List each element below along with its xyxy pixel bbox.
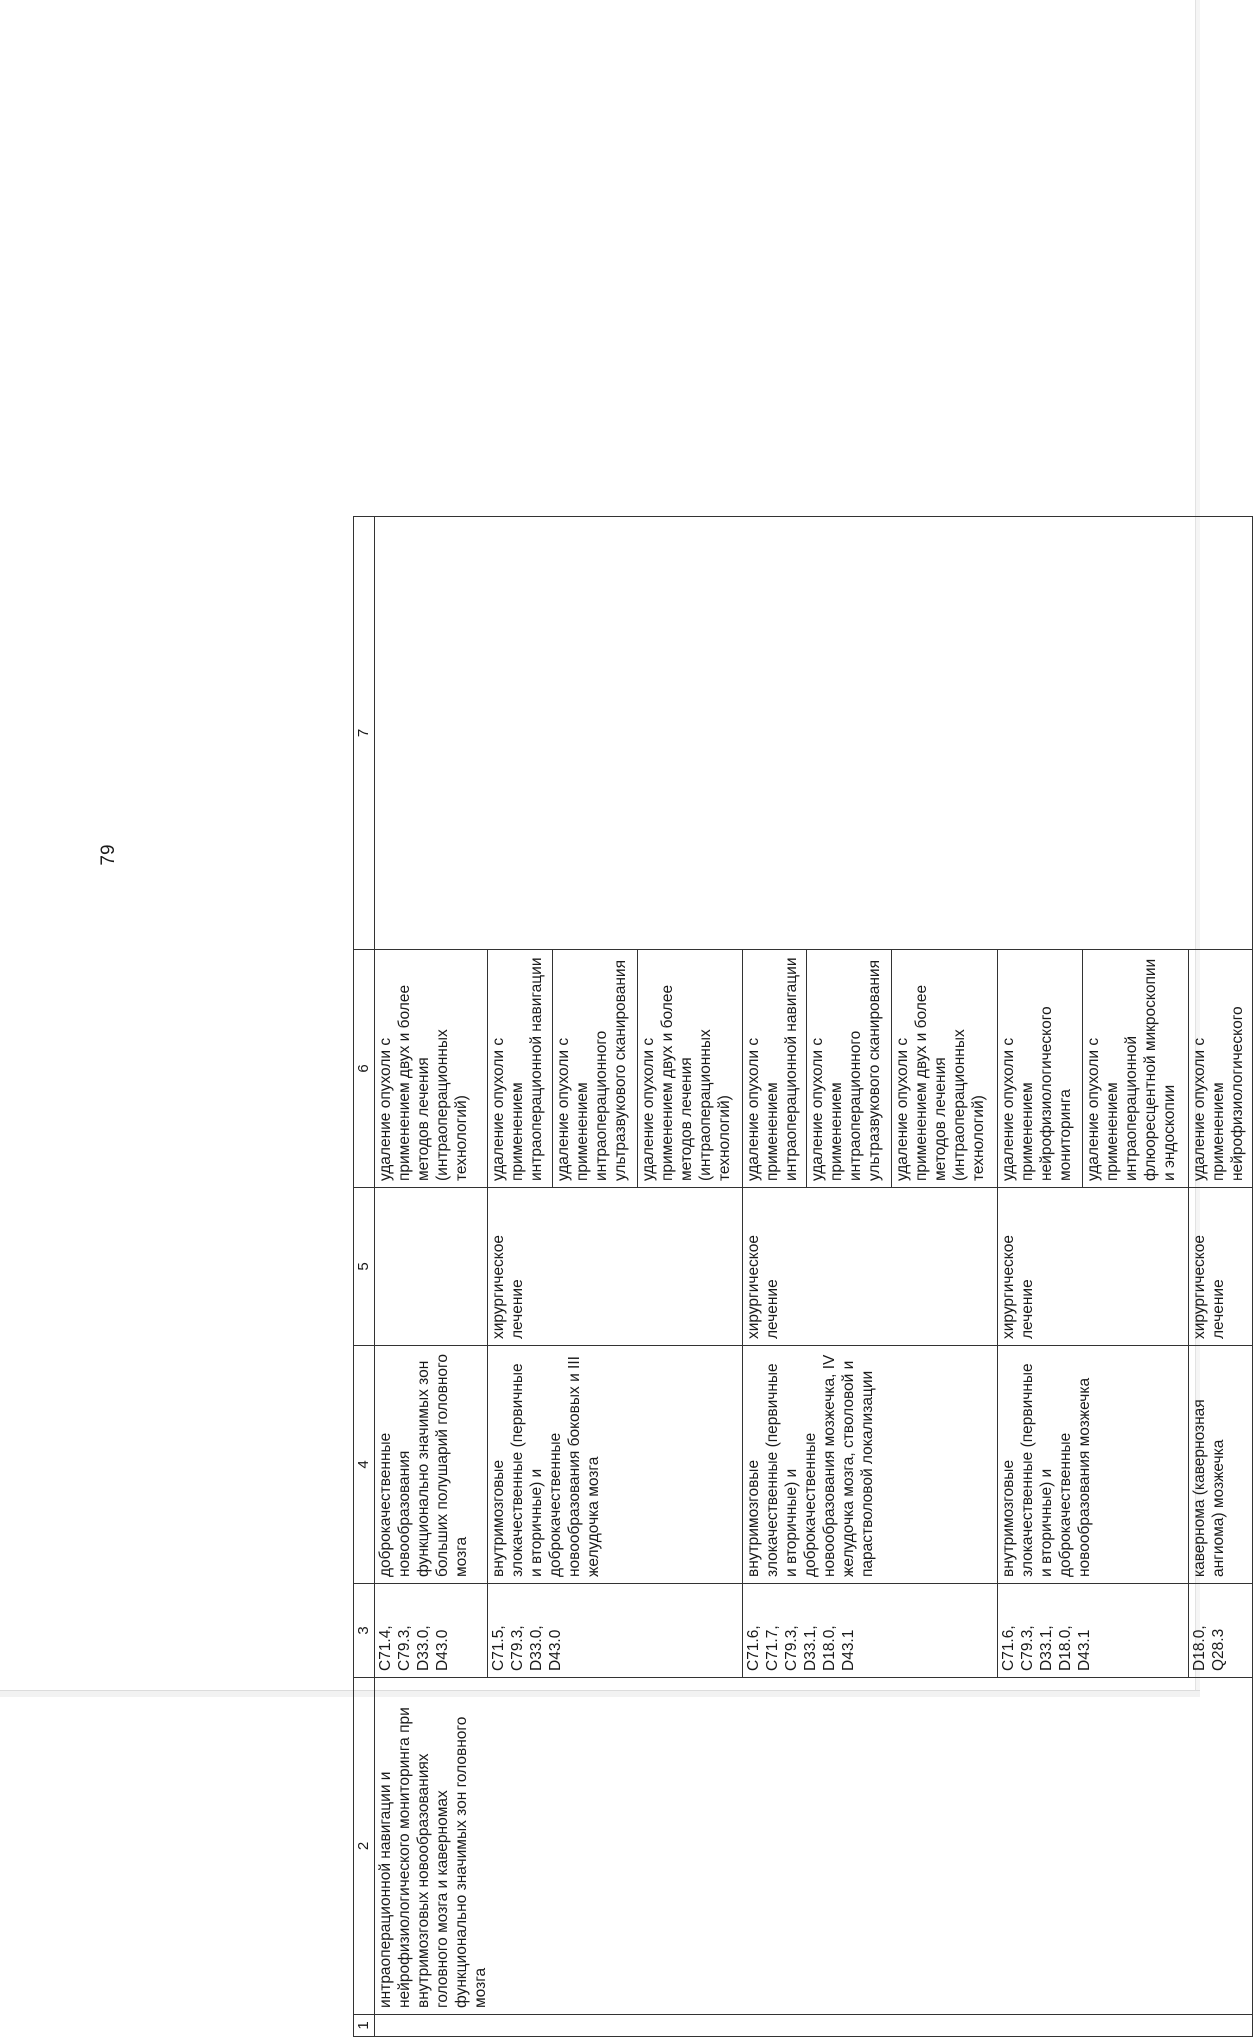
cell-procedure: удаление опухоли с применением интраоперационного ультразвукового сканирования (552, 950, 637, 1188)
cell-procedure: удаление опухоли с применением нейрофизиологического мониторинга (998, 950, 1083, 1188)
cell-procedure: удаление опухоли с применением интраоперационной навигации (488, 950, 552, 1188)
column-header-4: 4 (354, 1346, 375, 1584)
cell-icd-codes: C71.4, C79.3, D33.0, D43.0 (375, 1584, 488, 1678)
column-header-5: 5 (354, 1188, 375, 1346)
cell-treatment-type: хирургическое лечение (1188, 1188, 1252, 1346)
table-row (375, 517, 488, 2037)
cell-icd-codes: C71.5, C79.3, D33.0, D43.0 (488, 1584, 743, 1678)
cell-procedure: удаление опухоли с применением интраоперационной флюоресцентной микроскопии и эндоскопии (1082, 950, 1188, 1188)
cell-treatment-type (375, 1188, 488, 1346)
cell-treatment-type: хирургическое лечение (998, 1188, 1189, 1346)
cell-icd-codes: D18.0, Q28.3 (1188, 1584, 1252, 1678)
column-header-3: 3 (354, 1584, 375, 1678)
cell-procedure: удаление опухоли с применением двух и более методов лечения (интраоперационных технологий) (375, 950, 488, 1188)
column-header-1: 1 (354, 2015, 375, 2037)
cell-diagnosis: кавернома (кавернозная ангиома) мозжечка (1188, 1346, 1252, 1584)
cell-procedure: удаление опухоли с применением двух и более методов лечения (интраоперационных технологий) (892, 950, 998, 1188)
column-header-6: 6 (354, 950, 375, 1188)
cell-procedure: удаление опухоли с применением интраоперационной навигации (743, 950, 807, 1188)
cell-diagnosis: внутримозговые злокачественные (первичные и вторичные) и доброкачественные новообразования боковых и III желудочка мозга (488, 1346, 743, 1584)
column-header-7: 7 (354, 517, 375, 950)
cell-procedure: удаление опухоли с применением интраоперационного ультразвукового сканирования (807, 950, 892, 1188)
column-header-2: 2 (354, 1678, 375, 2015)
procedures-table (353, 516, 1253, 2037)
cell-diagnosis: внутримозговые злокачественные (первичные и вторичные) и доброкачественные новообразования мозжечка, IV желудочка мозга, стволовой и парастволовой локализации (743, 1346, 998, 1584)
cell-icd-codes: C71.6, C71.7, C79.3, D33.1, D18.0, D43.1 (743, 1584, 998, 1678)
cell-procedure: удаление опухоли с применением нейрофизиологического (1188, 950, 1252, 1188)
cell-diagnosis: доброкачественные новообразования функционально значимых зон больших полушарий головного мозга (375, 1346, 488, 1584)
cell-procedure: удаление опухоли с применением двух и более методов лечения (интраоперационных технологий) (637, 950, 743, 1188)
cell-method-description: интраоперационной навигации и нейрофизиологического мониторинга при внутримозговых новообразованиях головного мозга и каверномах функционально значимых зон головного мозга (375, 1678, 1253, 2015)
table-header-row (354, 517, 375, 2037)
cell-treatment-type: хирургическое лечение (488, 1188, 743, 1346)
cell-icd-codes: C71.6, C79.3, D33.1, D18.0, D43.1 (998, 1584, 1189, 1678)
page-number: 79 (98, 844, 119, 866)
cell-col7 (375, 517, 1253, 950)
cell-col1 (375, 2015, 1253, 2037)
cell-treatment-type: хирургическое лечение (743, 1188, 998, 1346)
rotated-table-container (353, 517, 1253, 2037)
cell-diagnosis: внутримозговые злокачественные (первичные и вторичные) и доброкачественные новообразования мозжечка (998, 1346, 1189, 1584)
